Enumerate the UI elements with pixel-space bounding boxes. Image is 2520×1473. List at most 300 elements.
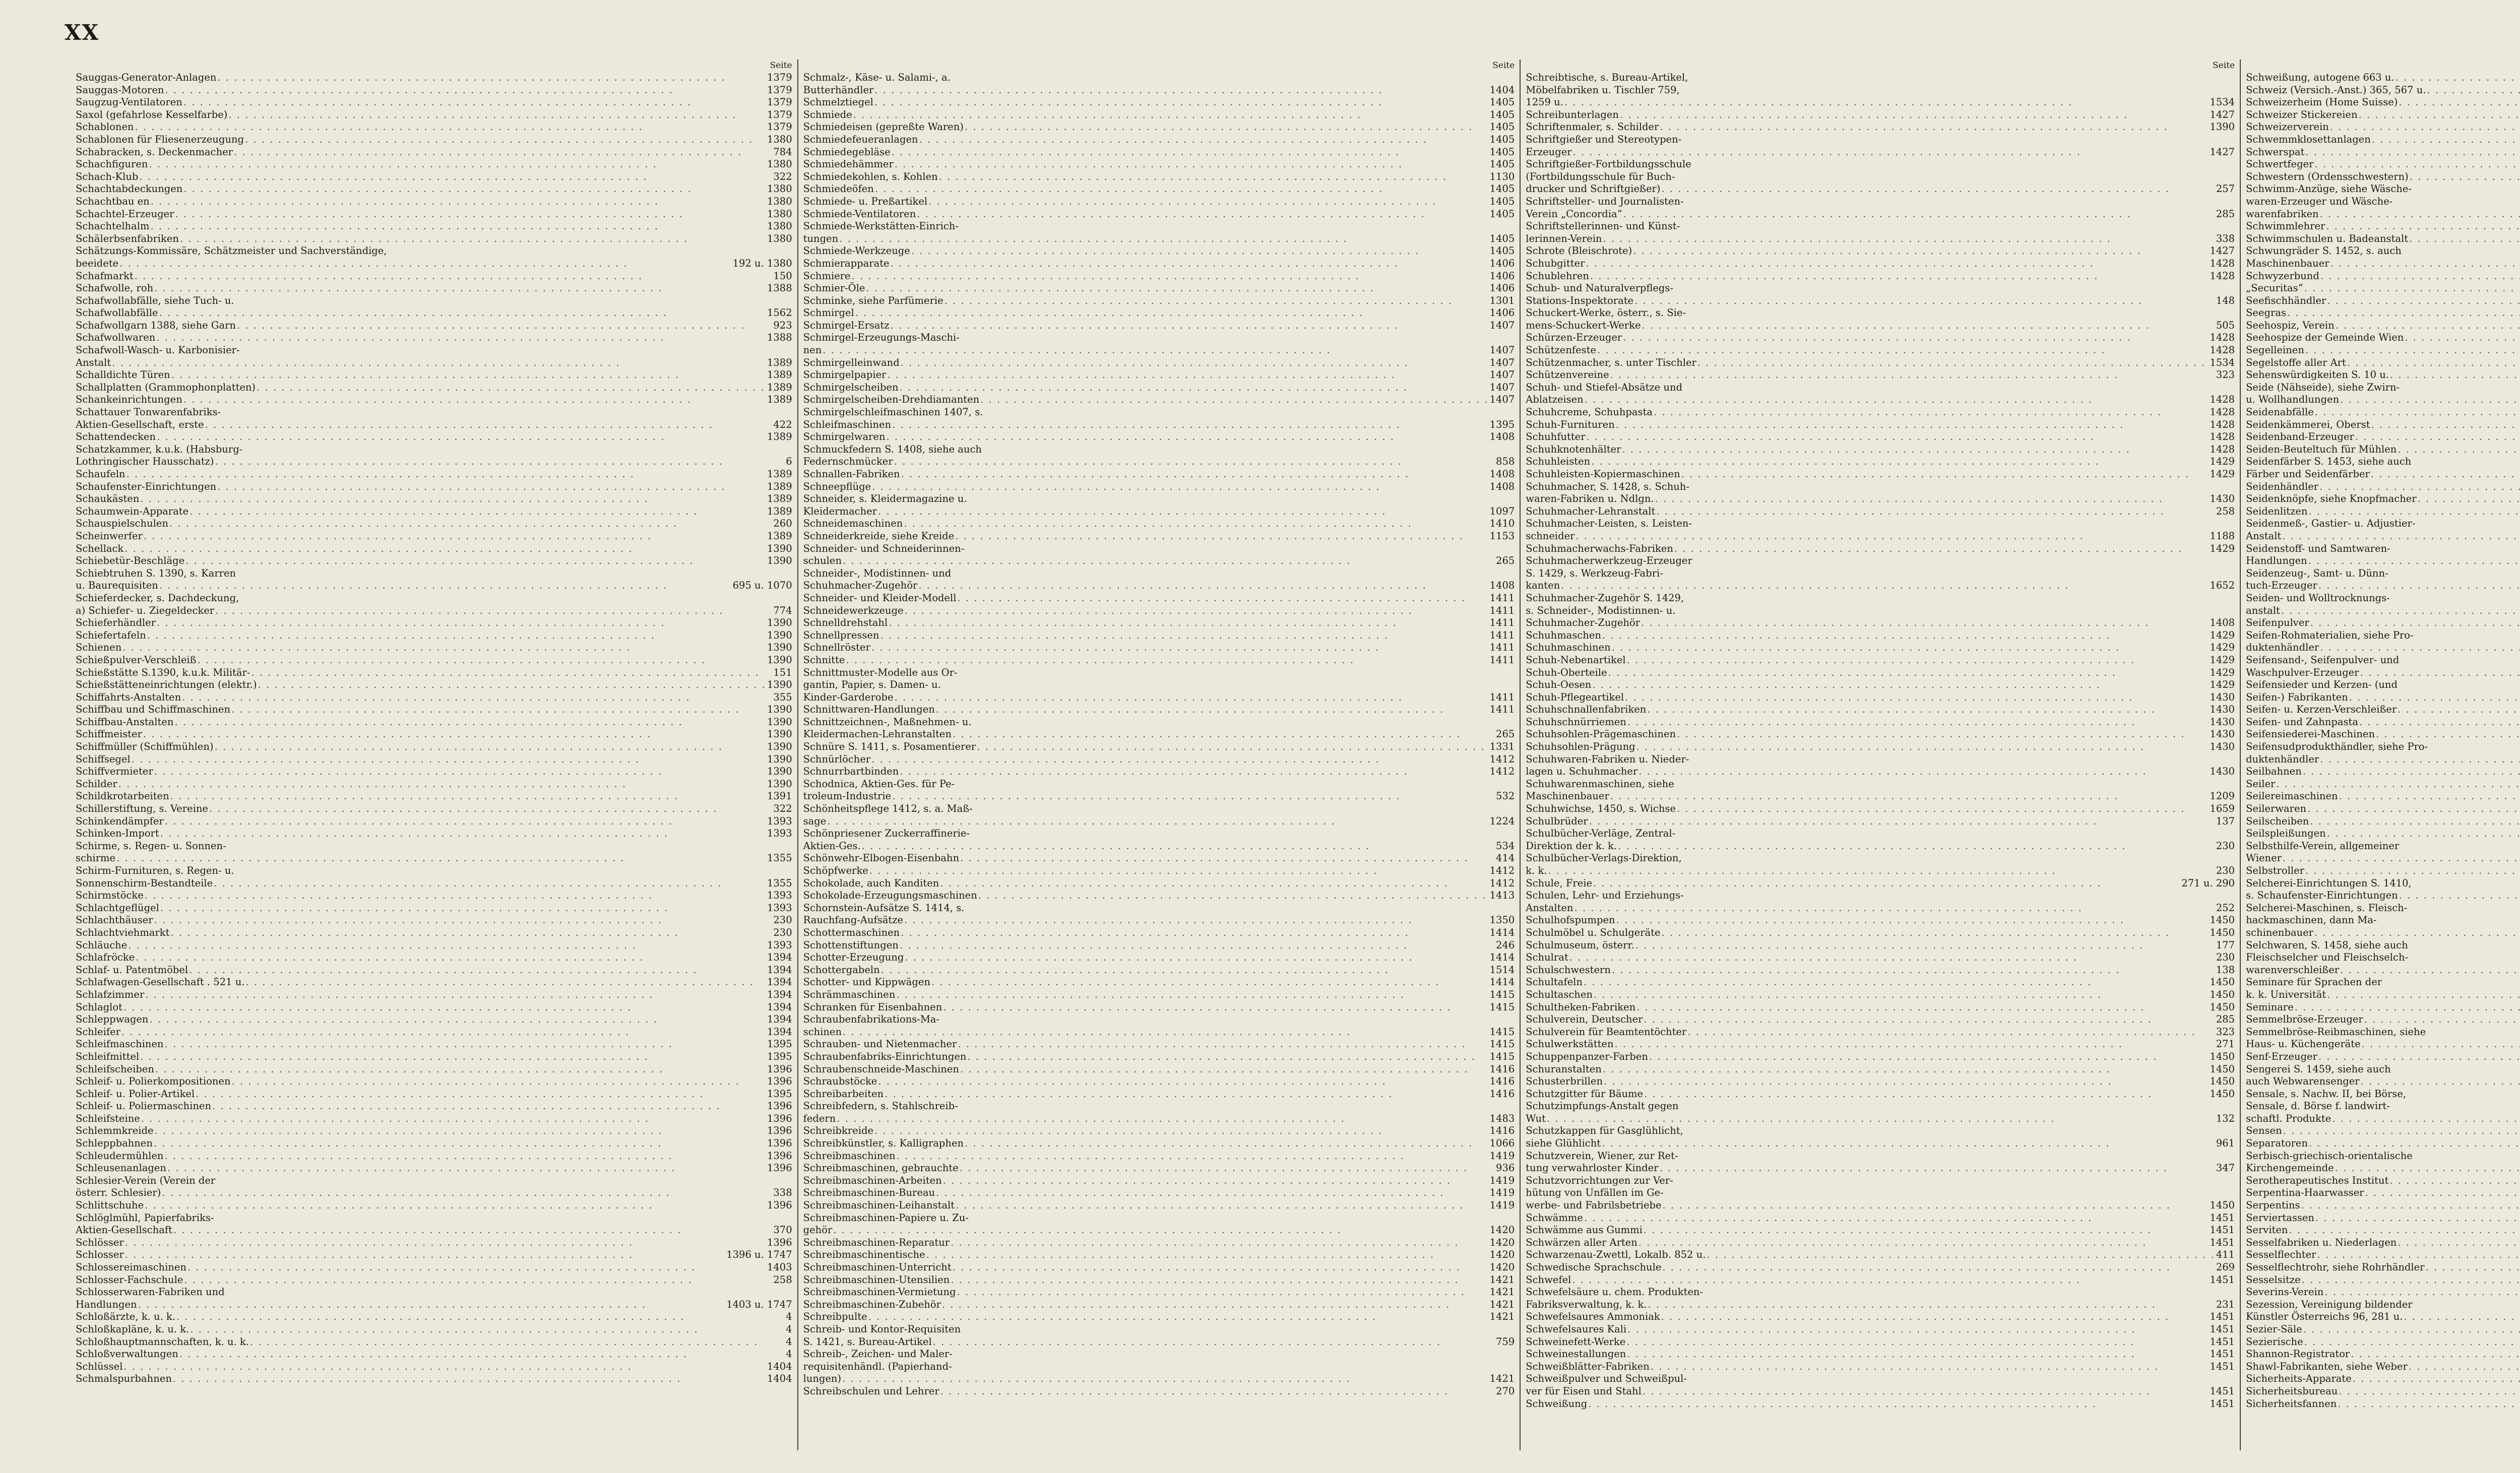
entry-page-ref: 1415 xyxy=(1489,1026,1515,1038)
entry-page-ref: 270 xyxy=(1496,1385,1515,1397)
entry-term: Schriftgießer und Stereotypen- xyxy=(1526,133,1682,145)
leader-dots xyxy=(2275,778,2520,791)
entry-term: Schreibmaschinen-Bureau xyxy=(803,1187,935,1199)
leader-dots xyxy=(123,543,767,555)
leader-dots xyxy=(214,741,767,753)
entry-page-ref: 1451 xyxy=(2210,1311,2235,1323)
entry-term: werbe- und Fabrilsbetriebe xyxy=(1526,1199,1662,1211)
entry-term: Schneidewerkzeuge xyxy=(803,604,904,616)
entry-page-ref: 1389 xyxy=(767,468,792,480)
index-entry xyxy=(2246,109,2520,121)
entry-term: Schönheitspflege 1412, s. a. Maß- xyxy=(803,803,973,815)
entry-term: Selcherei-Maschinen, s. Fleisch- xyxy=(2246,902,2408,914)
leader-dots xyxy=(172,1224,773,1237)
leader-dots xyxy=(826,815,1489,828)
leader-dots xyxy=(1622,332,2210,344)
entry-term: k. k. Universität xyxy=(2246,988,2326,1000)
entry-term: Schmiere xyxy=(803,270,851,282)
leader-dots xyxy=(950,1274,1489,1287)
index-entry xyxy=(1526,1398,2235,1411)
index-entry xyxy=(76,307,792,319)
index-entry xyxy=(1526,394,2235,406)
index-entry xyxy=(803,1299,1515,1311)
index-entry xyxy=(803,951,1515,964)
leader-dots xyxy=(900,927,1489,939)
leader-dots xyxy=(2389,369,2520,381)
leader-dots xyxy=(1611,642,2210,654)
index-entry xyxy=(76,369,792,381)
entry-term: k. k. xyxy=(1526,865,1547,876)
leader-dots xyxy=(854,307,1490,319)
entry-page-ref: 1450 xyxy=(2210,1075,2235,1087)
leader-dots xyxy=(1659,121,2210,134)
index-entry xyxy=(76,1013,792,1026)
leader-dots xyxy=(156,431,767,443)
entry-term: Schneidemaschinen xyxy=(803,518,903,530)
page-number: XX xyxy=(65,20,100,45)
index-entry xyxy=(803,121,1515,134)
index-entry xyxy=(803,1051,1515,1063)
entry-page-ref: 1395 xyxy=(1489,418,1515,430)
entry-page-ref: 1389 xyxy=(767,369,792,381)
entry-term: Schafmarkt xyxy=(76,270,134,282)
entry-page-ref: 1420 xyxy=(1489,1249,1515,1261)
index-entry xyxy=(1526,629,2235,642)
leader-dots xyxy=(2281,530,2520,543)
index-entry xyxy=(76,827,792,840)
index-entry xyxy=(803,654,1515,667)
index-entry xyxy=(1526,765,2235,778)
leader-dots xyxy=(2308,1137,2520,1150)
leader-dots xyxy=(1583,976,2210,989)
leader-dots xyxy=(1547,865,2216,877)
index-entry xyxy=(2246,1311,2520,1323)
entry-term: Schwefelsäure u. chem. Produkten- xyxy=(1526,1286,1704,1298)
index-entry xyxy=(1526,369,2235,381)
leader-dots xyxy=(2352,1373,2520,1385)
index-entry xyxy=(803,493,1515,505)
leader-dots xyxy=(942,1175,1490,1187)
index-entry xyxy=(803,1311,1515,1323)
leader-dots xyxy=(2325,220,2520,233)
entry-page-ref: 422 xyxy=(773,418,792,430)
entry-term: Schlüssel xyxy=(76,1360,123,1372)
entry-term: lungen) xyxy=(803,1373,842,1385)
leader-dots xyxy=(952,728,1496,741)
index-entry xyxy=(803,1150,1515,1163)
entry-term: Schattauer Tonwarenfabriks- xyxy=(76,406,221,418)
entry-term: Serviertassen xyxy=(2246,1211,2314,1224)
entry-term: Schlaglot xyxy=(76,1001,122,1013)
entry-page-ref: 4 xyxy=(786,1323,792,1335)
entry-term: Schmirgelscheiben xyxy=(803,381,899,393)
entry-term: Schmirgelpapier xyxy=(803,369,887,381)
entry-page-ref: 230 xyxy=(2216,951,2235,964)
entry-term: Schotter- und Kippwägen xyxy=(803,976,930,988)
entry-term: Schreibmaschinen, gebrauchte xyxy=(803,1162,959,1174)
entry-term: Sauggas-Motoren xyxy=(76,84,164,96)
entry-term: Schreibtische, s. Bureau-Artikel, xyxy=(1526,72,1688,83)
entry-page-ref: 1414 xyxy=(1489,976,1515,988)
entry-term: Schießstätteneinrichtungen (elektr.) xyxy=(76,679,257,691)
index-entry xyxy=(1526,1299,2235,1311)
leader-dots xyxy=(153,1137,767,1150)
entry-term: Segelstoffe aller Art xyxy=(2246,356,2346,368)
index-entry xyxy=(2246,332,2520,344)
entry-page-ref: 1396 u. 1747 xyxy=(726,1249,792,1261)
index-entry xyxy=(803,1212,1515,1225)
entry-term: Schutzkappen für Gasglühlicht, xyxy=(1526,1125,1683,1137)
entry-page-ref: 1430 xyxy=(2210,691,2235,703)
entry-page-ref: 1408 xyxy=(2210,617,2235,629)
entry-term: Schafwollabfälle xyxy=(76,307,158,319)
entry-term: Schnittwaren-Handlungen xyxy=(803,703,935,716)
entry-term: Schreibkünstler, s. Kalligraphen xyxy=(803,1137,964,1149)
index-entry xyxy=(803,902,1515,915)
entry-page-ref: 1396 xyxy=(767,1075,792,1087)
entry-page-ref: 1405 xyxy=(1489,245,1515,257)
entry-term: Schmirgel-Ersatz xyxy=(803,319,890,331)
index-entry xyxy=(803,580,1515,592)
index-entry xyxy=(2246,96,2520,109)
entry-term: Seidenband-Erzeuger xyxy=(2246,431,2354,443)
entry-term: Schmiede xyxy=(803,108,852,120)
index-entry xyxy=(2246,1286,2520,1299)
entry-page-ref: 1450 xyxy=(2210,988,2235,1000)
entry-term: Lothringischer Hausschatz) xyxy=(76,456,214,468)
index-entry xyxy=(1526,96,2235,109)
leader-dots xyxy=(120,1026,767,1039)
entry-term: Seminare für Sprachen der xyxy=(2246,976,2382,988)
leader-dots xyxy=(873,96,1490,109)
index-entry xyxy=(1526,852,2235,865)
index-entry xyxy=(76,703,792,716)
entry-term: mens-Schuckert-Werke xyxy=(1526,319,1641,331)
leader-dots xyxy=(1609,369,2216,381)
index-entry xyxy=(1526,1063,2235,1076)
entry-term: Schuhwarenmaschinen, siehe xyxy=(1526,778,1674,790)
index-entry xyxy=(2246,1013,2520,1026)
index-entry xyxy=(2246,1212,2520,1225)
entry-page-ref: 1355 xyxy=(767,877,792,889)
leader-dots xyxy=(877,1075,1489,1088)
leader-dots xyxy=(2300,1199,2520,1212)
entry-term: Schuckert-Werke, österr., s. Sie- xyxy=(1526,307,1686,319)
leader-dots xyxy=(865,282,1489,295)
entry-page-ref: 1407 xyxy=(1489,356,1515,368)
entry-term: Schützenfeste xyxy=(1526,344,1597,356)
entry-page-ref: 1451 xyxy=(2210,1323,2235,1335)
entry-term: hackmaschinen, dann Ma- xyxy=(2246,914,2377,926)
index-entry xyxy=(1526,555,2235,567)
entry-term: duktenhändler xyxy=(2246,642,2319,654)
entry-term: Handlungen xyxy=(2246,555,2307,567)
entry-term: Seide (Nähseide), siehe Zwirn- xyxy=(2246,381,2400,393)
entry-term: Schuh-Oesen xyxy=(1526,679,1592,691)
entry-page-ref: 1405 xyxy=(1489,232,1515,244)
index-entry xyxy=(2246,667,2520,679)
entry-term: Schneider- und Kleider-Modell xyxy=(803,592,957,604)
entry-term: Schreibarbeiten xyxy=(803,1087,884,1100)
index-entry xyxy=(76,1187,792,1199)
entry-page-ref: 1450 xyxy=(2210,1199,2235,1211)
entry-page-ref: 1430 xyxy=(2210,741,2235,753)
entry-page-ref: 246 xyxy=(1496,939,1515,951)
index-entry xyxy=(76,1361,792,1373)
entry-term: Semmelbröse-Erzeuger xyxy=(2246,1013,2363,1026)
index-entry xyxy=(2246,1175,2520,1187)
entry-term: Schmierapparate xyxy=(803,257,890,269)
entry-term: Schreibmaschinen-Leihanstalt xyxy=(803,1199,955,1211)
index-entry xyxy=(76,84,792,97)
index-entry xyxy=(1526,728,2235,741)
entry-term: Schatzkammer, k.u.k. (Habsburg- xyxy=(76,443,243,455)
entry-page-ref: 265 xyxy=(1496,555,1515,567)
index-entry xyxy=(803,679,1515,691)
index-entry xyxy=(803,518,1515,530)
entry-term: Federnschmücker xyxy=(803,456,893,468)
leader-dots xyxy=(1661,927,2210,939)
index-entry xyxy=(76,295,792,307)
index-entry xyxy=(76,245,792,258)
entry-term: troleum-Industrie xyxy=(803,790,892,802)
leader-dots xyxy=(150,196,767,208)
entry-page-ref: 1514 xyxy=(1489,964,1515,976)
leader-dots xyxy=(2404,332,2520,344)
entry-page-ref: 1428 xyxy=(2210,431,2235,443)
entry-term: lagen u. Schuhmacher xyxy=(1526,765,1638,778)
entry-term: schaftl. Produkte xyxy=(2246,1112,2332,1124)
entry-page-ref: 414 xyxy=(1496,852,1515,864)
index-entry xyxy=(1526,245,2235,258)
entry-page-ref: 1153 xyxy=(1489,530,1515,542)
leader-dots xyxy=(1583,1212,2210,1225)
entry-page-ref: 1419 xyxy=(1489,1149,1515,1162)
leader-dots xyxy=(2326,989,2520,1001)
entry-term: gehör xyxy=(803,1224,833,1236)
entry-term: Schiebetür-Beschläge xyxy=(76,555,185,567)
entry-term: Schuh-Pflegeartikel xyxy=(1526,691,1624,703)
index-entry xyxy=(2246,679,2520,691)
entry-term: Schiffbau und Schiffmaschinen xyxy=(76,703,231,716)
entry-term: Schiffbau-Anstalten xyxy=(76,716,174,728)
index-entry xyxy=(2246,1361,2520,1373)
entry-term: Schmiedeisen (gepreßte Waren) xyxy=(803,121,964,133)
index-entry xyxy=(2246,691,2520,704)
entry-page-ref: 1390 xyxy=(767,765,792,778)
entry-term: Schwedische Sprachschule xyxy=(1526,1261,1662,1273)
index-entry xyxy=(803,220,1515,233)
leader-dots xyxy=(851,270,1490,283)
leader-dots xyxy=(1640,617,2210,629)
index-entry xyxy=(2246,555,2520,567)
index-entry xyxy=(2246,728,2520,741)
leader-dots xyxy=(244,976,767,989)
entry-term: Schraubenfabriks-Einrichtungen xyxy=(803,1050,967,1062)
entry-term: Schloßkapläne, k. u. k. xyxy=(76,1323,190,1335)
index-entry xyxy=(803,1187,1515,1199)
leader-dots xyxy=(125,468,767,481)
entry-page-ref: 1404 xyxy=(767,1373,792,1385)
leader-dots xyxy=(1601,1137,2216,1150)
entry-term: Schabracken, s. Deckenmacher xyxy=(76,146,233,158)
entry-term: Schlosser xyxy=(76,1249,124,1261)
entry-term: Schafwollabfälle, siehe Tuch- u. xyxy=(76,294,234,306)
leader-dots xyxy=(891,419,1489,431)
leader-dots xyxy=(188,505,767,518)
leader-dots xyxy=(178,1348,786,1361)
index-column xyxy=(71,59,797,1450)
index-entry xyxy=(803,1162,1515,1175)
entry-term: Schotter-Erzeugung xyxy=(803,951,904,964)
leader-dots xyxy=(964,121,1490,134)
entry-term: Schwämme xyxy=(1526,1211,1583,1224)
entry-term: Schwestern (Ordensschwestern) xyxy=(2246,170,2409,182)
entry-term: Schutzimpfungs-Anstalt gegen xyxy=(1526,1100,1679,1112)
entry-term: Schmiedekohlen, s. Kohlen xyxy=(803,170,938,182)
entry-term: Schraubenschneide-Maschinen xyxy=(803,1063,959,1075)
entry-term: österr. Schlesier) xyxy=(76,1187,161,1199)
entry-page-ref: 411 xyxy=(2216,1249,2235,1261)
leader-dots xyxy=(216,72,767,84)
index-entry xyxy=(1526,109,2235,121)
leader-dots xyxy=(213,877,767,890)
index-entry xyxy=(2246,803,2520,815)
index-entry xyxy=(803,505,1515,518)
index-entry xyxy=(76,233,792,245)
index-entry xyxy=(2246,617,2520,629)
leader-dots xyxy=(1622,208,2216,221)
entry-page-ref: 1415 xyxy=(1489,1001,1515,1013)
leader-dots xyxy=(935,1187,1490,1199)
leader-dots xyxy=(1662,1199,2210,1212)
leader-dots xyxy=(183,1274,773,1287)
leader-dots xyxy=(184,555,767,567)
entry-page-ref: 1421 xyxy=(1489,1273,1515,1286)
index-entry xyxy=(803,183,1515,196)
index-column xyxy=(2240,59,2520,1450)
index-entry xyxy=(2246,196,2520,208)
leader-dots xyxy=(1546,1113,2216,1125)
entry-page-ref: 1390 xyxy=(767,555,792,567)
entry-term: Schirme, s. Regen- u. Sonnen- xyxy=(76,840,226,852)
entry-term: Schlemmkreide xyxy=(76,1125,154,1137)
leader-dots xyxy=(135,951,767,964)
leader-dots xyxy=(979,394,1489,406)
entry-term: Schwemmklosettanlagen xyxy=(2246,133,2371,145)
index-entry xyxy=(803,939,1515,952)
index-entry xyxy=(1526,741,2235,753)
entry-page-ref: 1355 xyxy=(767,852,792,864)
index-entry xyxy=(1526,1026,2235,1039)
entry-page-ref: 1428 xyxy=(2210,394,2235,406)
leader-dots xyxy=(838,233,1489,245)
leader-dots xyxy=(904,605,1490,617)
index-entry xyxy=(76,1125,792,1137)
entry-page-ref: 1420 xyxy=(1489,1236,1515,1248)
entry-term: Scheinwerfer xyxy=(76,530,143,542)
entry-term: Schiffmeister xyxy=(76,728,142,740)
entry-term: Schaufenster-Einrichtungen xyxy=(76,480,217,492)
leader-dots xyxy=(842,1026,1490,1039)
index-entry xyxy=(1526,1162,2235,1175)
entry-page-ref: 1389 xyxy=(767,530,792,542)
leader-dots xyxy=(1643,1224,2210,1237)
index-entry xyxy=(76,939,792,952)
entry-term: Schellack xyxy=(76,542,124,554)
index-entry xyxy=(803,567,1515,580)
leader-dots xyxy=(1650,1361,2210,1373)
index-entry xyxy=(2246,381,2520,394)
leader-dots xyxy=(927,196,1490,208)
entry-page-ref: 230 xyxy=(773,926,792,938)
entry-term: Schilder xyxy=(76,778,117,790)
entry-term: Schriftsteller- und Journalisten- xyxy=(1526,195,1684,207)
leader-dots xyxy=(1653,406,2210,419)
index-entry xyxy=(2246,369,2520,381)
leader-dots xyxy=(2294,1001,2520,1014)
entry-term: „Securitas“ xyxy=(2246,282,2303,294)
entry-page-ref: 1394 xyxy=(767,1001,792,1013)
leader-dots xyxy=(172,1373,767,1385)
entry-page-ref: 1331 xyxy=(1489,741,1515,753)
index-entry xyxy=(76,1311,792,1323)
entry-page-ref: 858 xyxy=(1496,456,1515,468)
entry-term: Serotherapeutisches Institut xyxy=(2246,1174,2389,1186)
entry-term: Schleifmaschinen xyxy=(803,418,892,430)
index-entry xyxy=(2246,1100,2520,1113)
entry-term: Schleppwagen xyxy=(76,1013,149,1026)
leader-dots xyxy=(2408,1361,2520,1373)
entry-page-ref: 1450 xyxy=(2210,926,2235,938)
index-entry xyxy=(803,171,1515,183)
entry-page-ref: 1388 xyxy=(767,282,792,294)
leader-dots xyxy=(2306,803,2520,815)
entry-page-ref: 322 xyxy=(773,170,792,182)
entry-page-ref: 260 xyxy=(773,518,792,530)
index-entry xyxy=(803,716,1515,729)
entry-term: Schweiz (Versich.-Anst.) 365, 567 u. xyxy=(2246,84,2426,96)
entry-page-ref: 1405 xyxy=(1489,158,1515,170)
leader-dots xyxy=(2425,1261,2520,1274)
entry-term: Selbsthilfe-Verein, allgemeiner xyxy=(2246,840,2400,852)
entry-term: Schuhsohlen-Prägemaschinen xyxy=(1526,728,1676,740)
leader-dots xyxy=(1571,1274,2210,1287)
entry-page-ref: 1406 xyxy=(1489,282,1515,294)
index-entry xyxy=(2246,716,2520,729)
entry-term: Schnallen-Fabriken xyxy=(803,468,900,480)
leader-dots xyxy=(1680,468,2210,481)
entry-term: Seminare xyxy=(2246,1001,2294,1013)
entry-term: Schleifsteine xyxy=(76,1112,140,1124)
entry-page-ref: 1429 xyxy=(2210,542,2235,554)
index-entry xyxy=(1526,580,2235,592)
entry-page-ref: 1451 xyxy=(2210,1348,2235,1360)
entry-page-ref: 1390 xyxy=(767,542,792,554)
leader-dots xyxy=(1647,1299,2216,1311)
entry-term: Schneider- und Schneiderinnen- xyxy=(803,542,965,554)
leader-dots xyxy=(899,939,1496,952)
index-entry xyxy=(76,543,792,555)
entry-page-ref: 1408 xyxy=(1489,480,1515,492)
entry-page-ref: 1390 xyxy=(767,741,792,753)
index-entry xyxy=(1526,1175,2235,1187)
entry-page-ref: 1395 xyxy=(767,1038,792,1050)
index-entry xyxy=(803,827,1515,840)
entry-term: Seidenmeß-, Gastier- u. Adjustier- xyxy=(2246,518,2416,530)
leader-dots xyxy=(163,1150,767,1163)
index-entry xyxy=(76,976,792,989)
